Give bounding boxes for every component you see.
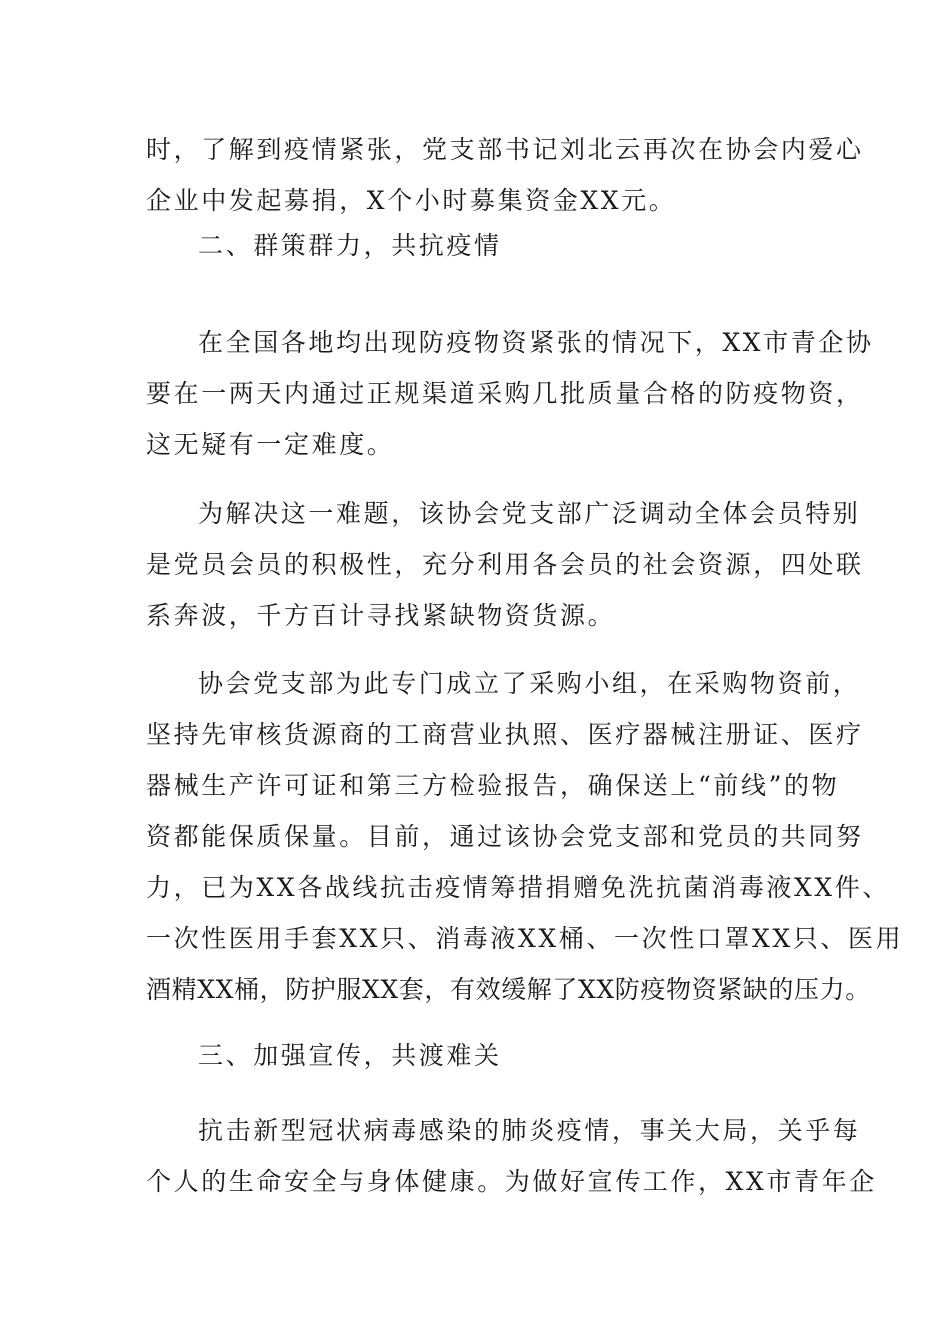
paragraph-publicity bbox=[146, 1105, 877, 1207]
text-line: 在全国各地均出现防疫物资紧张的情况下，XX市青企协 bbox=[198, 328, 874, 357]
section-heading-2: 二、群策群力，共抗疫情 bbox=[198, 231, 502, 260]
text-line: 一次性医用手套XX只、消毒液XX桶、一次性口罩XX只、医用 bbox=[146, 924, 904, 953]
paragraph-donation bbox=[146, 124, 864, 226]
text-line: 资都能保质保量。目前，通过该协会党支部和党员的共同努 bbox=[146, 822, 864, 851]
text-line: 协会党支部为此专门成立了采购小组，在采购物资前， bbox=[198, 669, 861, 698]
paragraph-procurement-group bbox=[146, 658, 904, 1015]
paragraph-mobilize-members bbox=[146, 488, 864, 641]
text-line: 要在一两天内通过正规渠道采购几批质量合格的防疫物资， bbox=[146, 379, 864, 408]
text-line: 器械生产许可证和第三方检验报告，确保送上“前线”的物 bbox=[146, 771, 840, 800]
text-line: 这无疑有一定难度。 bbox=[146, 430, 395, 459]
text-line: 企业中发起募捐，X个小时募集资金XX元。 bbox=[146, 186, 677, 215]
text-line: 抗击新型冠状病毒感染的肺炎疫情，事关大局，关乎每 bbox=[198, 1116, 861, 1145]
text-line: 坚持先审核货源商的工商营业执照、医疗器械注册证、医疗 bbox=[146, 720, 864, 749]
text-line: 时，了解到疫情紧张，党支部书记刘北云再次在协会内爱心 bbox=[146, 135, 864, 164]
section-heading-3: 三、加强宣传，共渡难关 bbox=[198, 1041, 502, 1070]
paragraph-supplies-shortage bbox=[146, 317, 874, 470]
text-line: 系奔波，千方百计寻找紧缺物资货源。 bbox=[146, 601, 616, 630]
text-line: 个人的生命安全与身体健康。为做好宣传工作，XX市青年企 bbox=[146, 1167, 877, 1196]
text-line: 是党员会员的积极性，充分利用各会员的社会资源，四处联 bbox=[146, 550, 864, 579]
text-line: 酒精XX桶，防护服XX套，有效缓解了XX防疫物资紧缺的压力。 bbox=[146, 975, 871, 1004]
text-line: 力，已为XX各战线抗击疫情筹措捐赠免洗抗菌消毒液XX件、 bbox=[146, 873, 890, 902]
text-line: 为解决这一难题，该协会党支部广泛调动全体会员特别 bbox=[198, 499, 861, 528]
